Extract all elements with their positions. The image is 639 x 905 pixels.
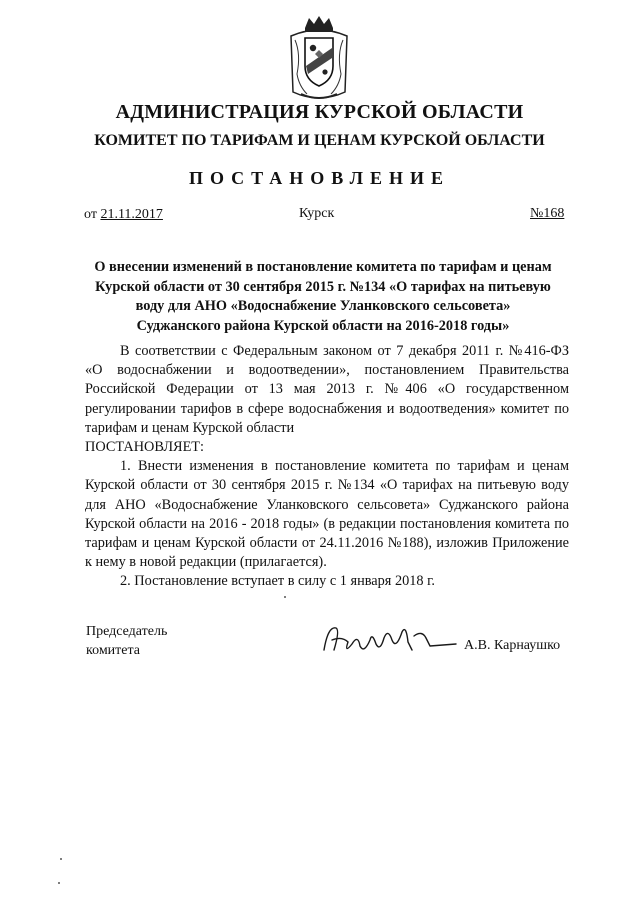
title-line: Суджанского района Курской области на 2016-2018 годы» [136,317,510,334]
scan-speck [60,858,62,860]
organization-name: АДМИНИСТРАЦИЯ КУРСКОЙ ОБЛАСТИ [115,101,524,123]
document-body [85,342,569,592]
signer-position [86,622,167,660]
scan-speck [284,596,286,598]
document-type: ПОСТАНОВЛЕНИЕ [188,168,451,188]
decree-item-1: 1. Внести изменения в постановление комитета по тарифам и ценам Курской области от 30 сентября 2015 г. №134 «О тарифах на питьевую воду для АНО «Водоснабжение Уланковского сельсовета» Суджанского района Курской области на 2016 - 2018 годы» (в редакции постановления комитета по тарифам и ценам Курской области от 24.11.2016 №188), изложив Приложение к нему в новой редакции (прилагается). [85,458,569,571]
signer-position-line: комитета [86,643,141,658]
document-city: Курск [299,206,335,221]
coat-of-arms-icon [285,14,353,102]
signer-name: А.В. Карнаушко [464,638,561,653]
decree-item-2: 2. Постановление вступает в силу с 1 января 2018 г. [120,573,435,590]
title-line: воду для АНО «Водоснабжение Уланковского сельсовета» [135,298,511,314]
document-date [84,207,163,223]
handwritten-signature-icon [318,620,458,664]
scan-speck [58,882,60,884]
committee-name: КОМИТЕТ ПО ТАРИФАМ И ЦЕНАМ КУРСКОЙ ОБЛАСТИ [94,132,545,149]
document-number: №168 [530,206,565,221]
title-line: Курской области от 30 сентября 2015 г. №134 «О тарифах на питьевую [95,278,551,295]
title-line: О внесении изменений в постановление комитета по тарифам и ценам [94,259,552,275]
date-prefix: от [84,207,97,222]
date-value: 21.11.2017 [100,207,163,222]
decree-word: ПОСТАНОВЛЯЕТ: [85,439,205,456]
preamble-paragraph: В соответствии с Федеральным законом от 7 декабря 2011 г. №416-ФЗ «О водоснабжении и водоотведении», постановлением Правительства Российской Федерации от 13 мая 2013 г. №406 «О государственном регулировании тарифов в сфере водоснабжения и водоотведения» комитет по тарифам и ценам Курской области [85,343,569,436]
signer-position-line: Председатель [86,624,168,639]
document-title [80,258,566,336]
